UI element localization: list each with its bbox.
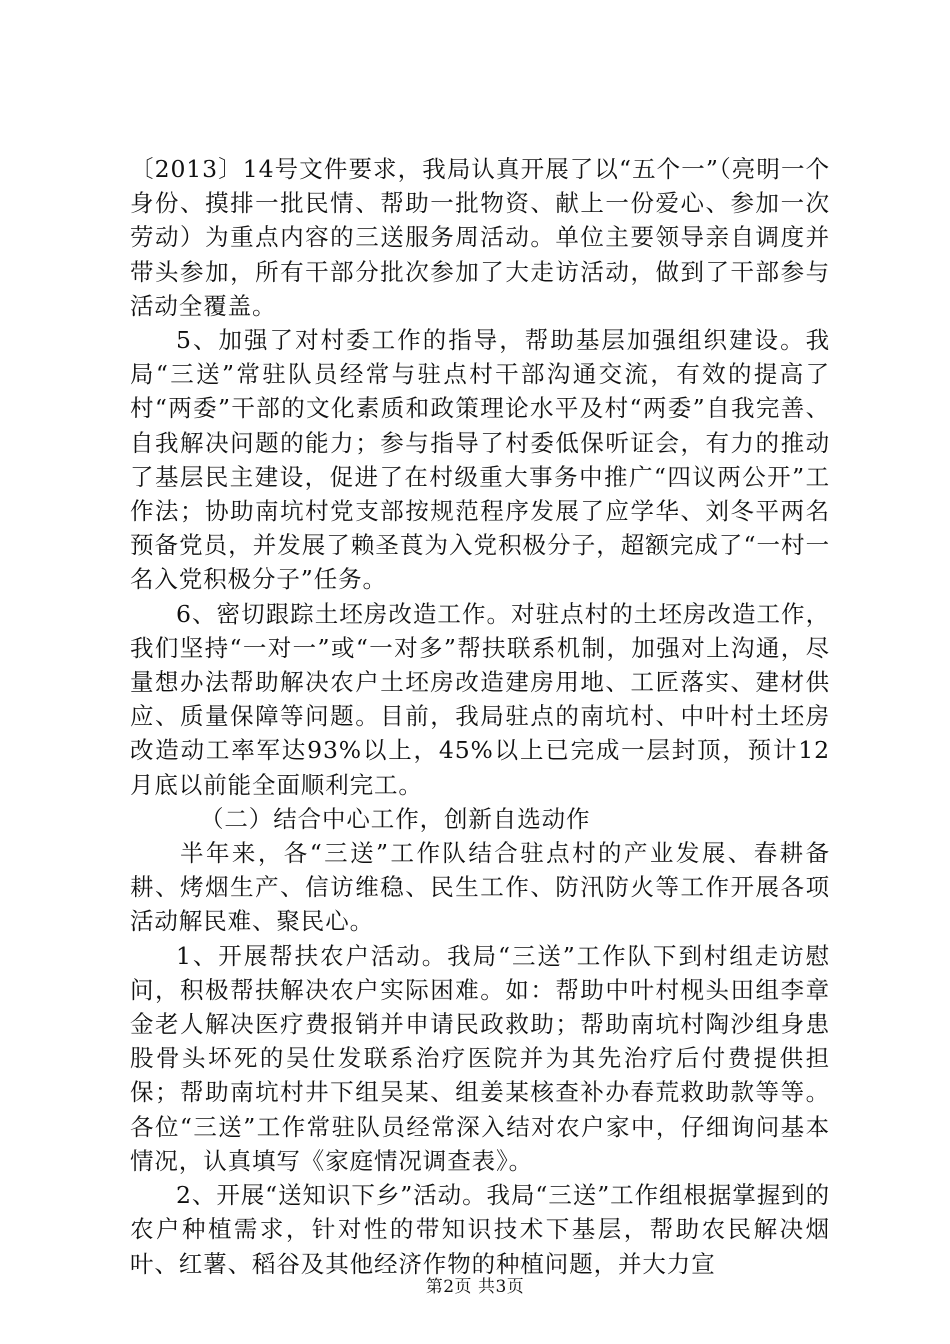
paragraph-item-2: 2、开展“送知识下乡”活动。我局“三送”工作组根据掌握到的农户种植需求，针对性的带知识技术下基层，帮助农民解决烟叶、红薯、稻谷及其他经济作物的种植问题，并大力宣 — [130, 1181, 830, 1278]
paragraph-intro: 半年来，各“三送”工作队结合驻点村的产业发展、春耕备耕、烤烟生产、信访维稳、民生工作、防汛防火等工作开展各项活动解民难、聚民心。 — [130, 839, 830, 936]
paragraph-continuation: 〔2013〕14号文件要求，我局认真开展了以“五个一”（亮明一个身份、摸排一批民情、帮助一批物资、献上一份爱心、参加一次劳动）为重点内容的三送服务周活动。单位主要领导亲自调度并带头参加，所有干部分批次参加了大走访活动，做到了干部参与活动全覆盖。 — [130, 155, 830, 320]
paragraph-item-1: 1、开展帮扶农户活动。我局“三送”工作队下到村组走访慰问，积极帮扶解决农户实际困难。如：帮助中叶村枧头田组李章金老人解决医疗费报销并申请民政救助；帮助南坑村陶沙组身患股骨头坏死的吴仕发联系治疗医院并为其先治疗后付费提供担保；帮助南坑村井下组吴某、组姜某核查补办春荒救助款等等。各位“三送”工作常驻队员经常深入结对农户家中，仔细询问基本情况，认真填写《家庭情况调查表》。 — [130, 941, 830, 1175]
paragraph-item-6: 6、密切跟踪土坯房改造工作。对驻点村的土坯房改造工作，我们坚持“一对一”或“一对多”帮扶联系机制，加强对上沟通，尽量想办法帮助解决农户土坯房改造建房用地、工匠落实、建材供应、质量保障等问题。目前，我局驻点的南坑村、中叶村土坯房改造动工率军达93%以上，45%以上已完成一层封顶，预计12月底以前能全面顺利完工。 — [130, 599, 830, 799]
section-heading: （二）结合中心工作，创新自选动作 — [200, 804, 591, 833]
paragraph-item-5: 5、加强了对村委工作的指导，帮助基层加强组织建设。我局“三送”常驻队员经常与驻点村干部沟通交流，有效的提高了村“两委”干部的文化素质和政策理论水平及村“两委”自我完善、自我解决问题的能力；参与指导了村委低保听证会，有力的推动了基层民主建设，促进了在村级重大事务中推广“四议两公开”工作法；协助南坑村党支部按规范程序发展了应学华、刘冬平两名预备党员，并发展了赖圣莨为入党积极分子，超额完成了“一村一名入党积极分子”任务。 — [130, 326, 830, 594]
page-footer: 第2页 共3页 — [425, 1277, 525, 1297]
document-body — [130, 152, 830, 1281]
